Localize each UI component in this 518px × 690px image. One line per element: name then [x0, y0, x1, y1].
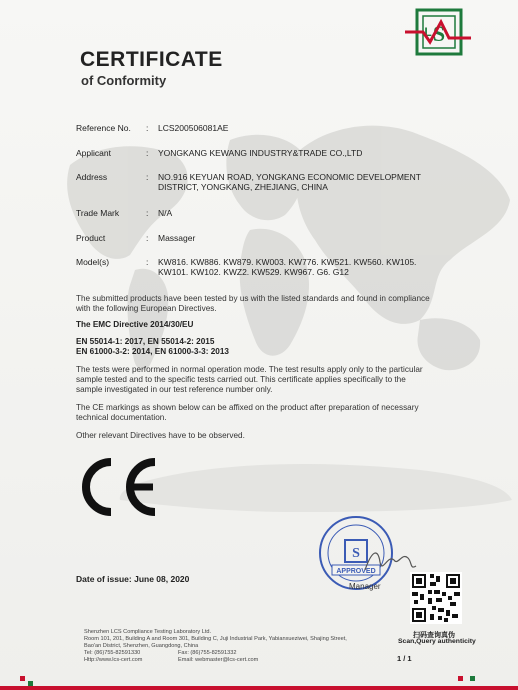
- colon: :: [146, 233, 149, 243]
- standard-line: EN 55014-1: 2017, EN 55014-2: 2015: [76, 337, 215, 346]
- address-line: NO.916 KEYUAN ROAD, YONGKANG ECONOMIC DEVELOPMENT: [158, 172, 421, 182]
- test-line: The tests were performed in normal operation mode. The test results apply only to the particular: [76, 365, 423, 374]
- ce-line: technical documentation.: [76, 413, 167, 422]
- standard-line: EN 61000-3-2: 2014, EN 61000-3-3: 2013: [76, 347, 229, 356]
- reference-label: Reference No.: [76, 123, 131, 133]
- address-line: DISTRICT, YONGKANG, ZHEJIANG, CHINA: [158, 182, 328, 192]
- trademark-value: N/A: [158, 208, 173, 218]
- other-directives-text: Other relevant Directives have to be observed.: [76, 431, 245, 440]
- test-paragraph: [76, 365, 456, 395]
- applicant-label: Applicant: [76, 148, 111, 158]
- manager-label: Manager: [349, 582, 381, 591]
- colon: :: [146, 208, 149, 218]
- footer-address-1: Room 101, 201, Building A and Room 301, Building C, Juji Industrial Park, Yabianxueziwei, Shajing Street,: [84, 636, 347, 642]
- models-line: KW101. KW102. KWZ2. KW529. KW967. G6. G12: [158, 267, 349, 277]
- directive-heading: The EMC Directive 2014/30/EU: [76, 320, 194, 329]
- standards-list: [76, 337, 456, 357]
- ce-line: The CE markings as shown below can be affixed on the product after preparation of necessary: [76, 403, 419, 412]
- test-line: sample tested and to the specific tests carried out. This certificate applies specifically to the: [76, 375, 406, 384]
- certificate-title: CERTIFICATE: [80, 48, 223, 71]
- svg-text:L: L: [424, 25, 432, 39]
- svg-text:APPROVED: APPROVED: [336, 568, 376, 575]
- svg-text:S: S: [352, 546, 360, 561]
- reference-value: LCS200506081AE: [158, 123, 229, 133]
- footer-address-2: Bao'an District, Shenzhen, Guangdong, China: [84, 643, 199, 649]
- qr-code-icon[interactable]: [410, 572, 462, 624]
- intro-line: The submitted products have been tested by us with the listed standards and found in compliance: [76, 294, 430, 303]
- colon: :: [146, 123, 149, 133]
- issue-date: Date of issue: June 08, 2020: [76, 574, 190, 584]
- footer-fax: Fax: (86)755-82591332: [178, 650, 237, 656]
- decor-square: [20, 676, 25, 681]
- decor-square: [458, 676, 463, 681]
- footer-email[interactable]: Email: webmaster@lcs-cert.com: [178, 657, 259, 663]
- colon: :: [146, 257, 149, 267]
- qr-caption-en: Scan,Query authenticity: [398, 638, 476, 645]
- bottom-bar: [0, 686, 518, 690]
- product-value: Massager: [158, 233, 196, 243]
- svg-text:S: S: [432, 21, 446, 46]
- trademark-label: Trade Mark: [76, 208, 120, 218]
- footer-company: Shenzhen LCS Compliance Testing Laboratory Ltd.: [84, 629, 212, 635]
- decor-square: [470, 676, 475, 681]
- ce-paragraph: [76, 403, 456, 423]
- ce-mark-icon: [73, 456, 163, 518]
- models-value: [158, 257, 458, 277]
- intro-line: with the following European Directives.: [76, 304, 217, 313]
- intro-paragraph: [76, 294, 456, 314]
- models-label: Model(s): [76, 257, 110, 267]
- page-number: 1 / 1: [397, 654, 412, 663]
- address-label: Address: [76, 172, 108, 182]
- address-value: [158, 172, 458, 192]
- colon: :: [146, 148, 149, 158]
- colon: :: [146, 172, 149, 182]
- test-line: sample investigated in our test reference number only.: [76, 385, 273, 394]
- certificate-subtitle: of Conformity: [81, 73, 167, 88]
- applicant-value: YONGKANG KEWANG INDUSTRY&TRADE CO.,LTD: [158, 148, 363, 158]
- product-label: Product: [76, 233, 106, 243]
- models-line: KW816. KW886. KW879. KW003. KW776. KW521. KW560. KW105.: [158, 257, 417, 267]
- footer-website[interactable]: Http://www.lcs-cert.com: [84, 657, 143, 663]
- footer-tel: Tel: (86)755-82591330: [84, 650, 141, 656]
- lcs-logo: [403, 8, 473, 62]
- qr-caption-cn: 扫码查询真伪: [413, 632, 455, 639]
